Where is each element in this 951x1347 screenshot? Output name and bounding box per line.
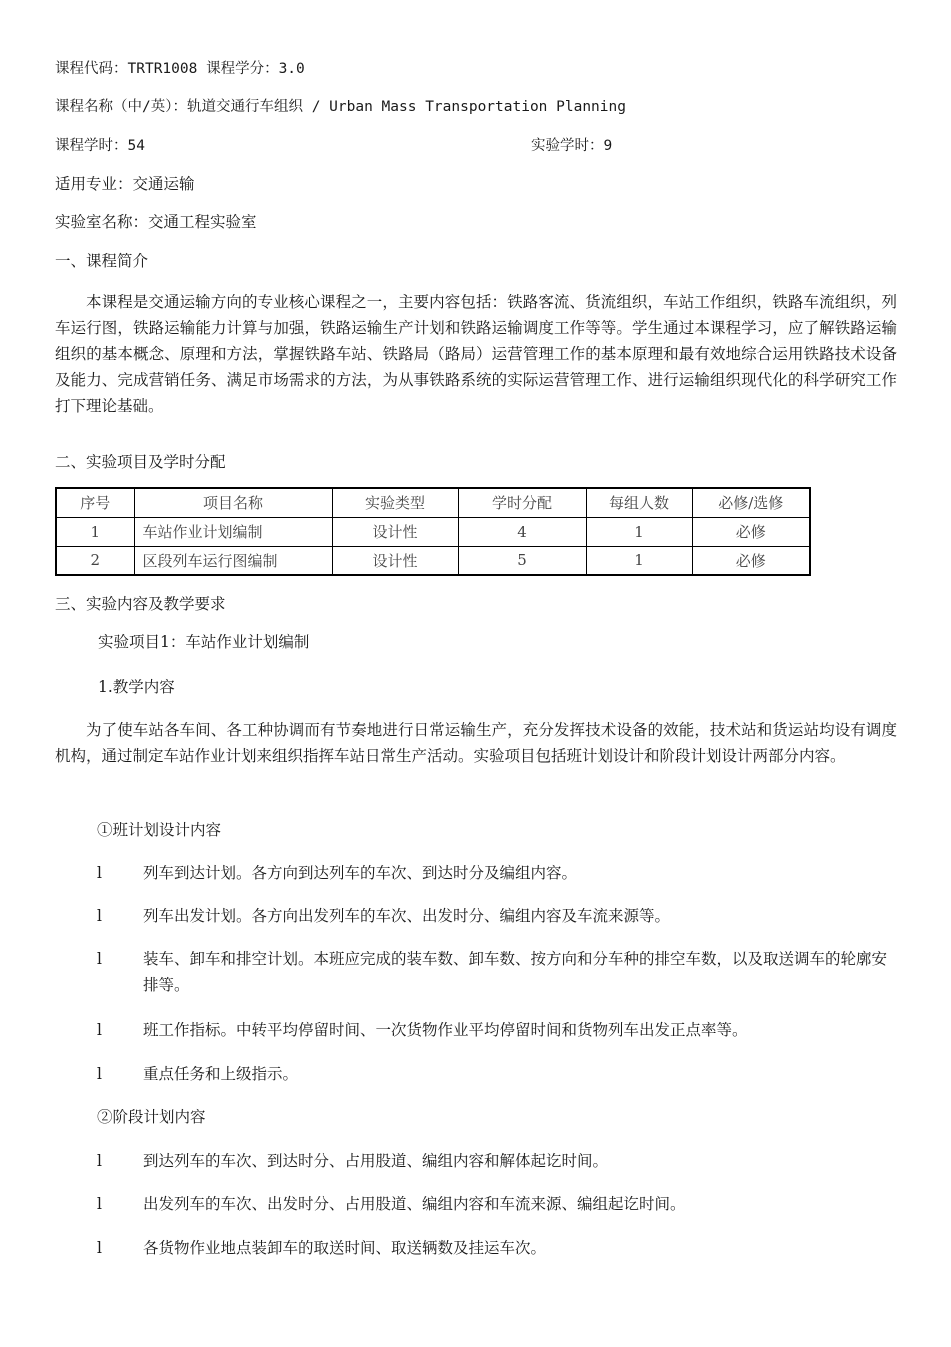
list-item-marker: l	[97, 1065, 102, 1083]
cell-group-size: 1	[586, 546, 692, 575]
list-item-marker: l	[97, 1021, 102, 1039]
table-row	[56, 517, 810, 546]
cell-required: 必修	[692, 517, 810, 546]
list-item	[97, 1235, 897, 1261]
list-item	[97, 903, 897, 929]
list-item-text: 出发列车的车次、出发时分、占用股道、编组内容和车流来源、编组起讫时间。	[143, 1195, 686, 1213]
cell-group-size: 1	[586, 517, 692, 546]
list-item	[97, 1061, 897, 1087]
list-item	[97, 860, 897, 886]
stage-plan-heading: ②阶段计划内容	[97, 1108, 206, 1126]
list-item-marker: l	[97, 907, 102, 925]
course-name-line: 课程名称（中/英）：轨道交通行车组织 / Urban Mass Transportation Planning	[55, 99, 626, 115]
shift-plan-heading: ①班计划设计内容	[97, 821, 222, 839]
list-item-text: 各货物作业地点装卸车的取送时间、取送辆数及挂运车次。	[143, 1239, 547, 1257]
cell-type: 设计性	[332, 517, 458, 546]
lab-hours-line: 实验学时：9	[531, 138, 613, 154]
section-heading-lab-content: 三、实验内容及教学要求	[55, 595, 226, 613]
list-item-text: 重点任务和上级指示。	[143, 1065, 299, 1083]
lab-project-title: 实验项目1：车站作业计划编制	[98, 633, 310, 651]
list-item	[97, 946, 897, 998]
col-header-name: 项目名称	[134, 488, 332, 517]
list-item-marker: l	[97, 1239, 102, 1257]
cell-hours: 4	[458, 517, 586, 546]
section-heading-intro: 一、课程简介	[55, 252, 149, 270]
list-item-marker: l	[97, 1195, 102, 1213]
section-heading-lab-items: 二、实验项目及学时分配	[55, 453, 226, 471]
list-item-marker: l	[97, 1152, 102, 1170]
teaching-content-heading: 1.教学内容	[98, 678, 175, 696]
col-header-hours: 学时分配	[458, 488, 586, 517]
course-intro-paragraph: 本课程是交通运输方向的专业核心课程之一，主要内容包括：铁路客流、货流组织，车站工作组织，铁路车流组织，列车运行图，铁路运输能力计算与加强，铁路运输生产计划和铁路运输调度工作等等。学生通过本课程学习，应了解铁路运输组织的基本概念、原理和方法，掌握铁路车站、铁路局（路局）运营管理工作的基本原理和最有效地综合运用铁路技术设备及能力、完成营销任务、满足市场需求的方法，为从事铁路系统的实际运营管理工作、进行运输组织现代化的科学研究工作打下理论基础。	[55, 293, 897, 415]
col-header-required: 必修/选修	[692, 488, 810, 517]
lab-items-table	[55, 487, 811, 576]
applicable-major-line: 适用专业：交通运输	[55, 175, 195, 193]
cell-index: 1	[56, 517, 134, 546]
table-row	[56, 546, 810, 575]
list-item-marker: l	[97, 864, 102, 882]
table-header-row	[56, 488, 810, 517]
list-item	[97, 1017, 897, 1043]
course-code-line: 课程代码：TRTR1008 课程学分：3.0	[55, 61, 305, 77]
cell-name: 车站作业计划编制	[134, 517, 332, 546]
col-header-type: 实验类型	[332, 488, 458, 517]
list-item-text: 列车出发计划。各方向出发列车的车次、出发时分、编组内容及车流来源等。	[143, 907, 671, 925]
list-item-text: 到达列车的车次、到达时分、占用股道、编组内容和解体起讫时间。	[143, 1152, 609, 1170]
cell-hours: 5	[458, 546, 586, 575]
col-header-index: 序号	[56, 488, 134, 517]
list-item-text: 列车到达计划。各方向到达列车的车次、到达时分及编组内容。	[143, 864, 578, 882]
list-item	[97, 1148, 897, 1174]
cell-type: 设计性	[332, 546, 458, 575]
col-header-group-size: 每组人数	[586, 488, 692, 517]
list-item	[97, 1191, 897, 1217]
cell-index: 2	[56, 546, 134, 575]
list-item-text: 班工作指标。中转平均停留时间、一次货物作业平均停留时间和货物列车出发正点率等。	[143, 1021, 748, 1039]
teaching-content-paragraph: 为了使车站各车间、各工种协调而有节奏地进行日常运输生产，充分发挥技术设备的效能，技术站和货运站均设有调度机构，通过制定车站作业计划来组织指挥车站日常生产活动。实验项目包括班计划设计和阶段计划设计两部分内容。	[55, 721, 897, 765]
course-hours-line: 课程学时：54	[55, 138, 145, 154]
lab-room-line: 实验室名称：交通工程实验室	[55, 213, 257, 231]
list-item-text: 装车、卸车和排空计划。本班应完成的装车数、卸车数、按方向和分车种的排空车数，以及取送调车的轮廓安排等。	[143, 950, 888, 994]
list-item-marker: l	[97, 950, 102, 968]
cell-name: 区段列车运行图编制	[134, 546, 332, 575]
cell-required: 必修	[692, 546, 810, 575]
